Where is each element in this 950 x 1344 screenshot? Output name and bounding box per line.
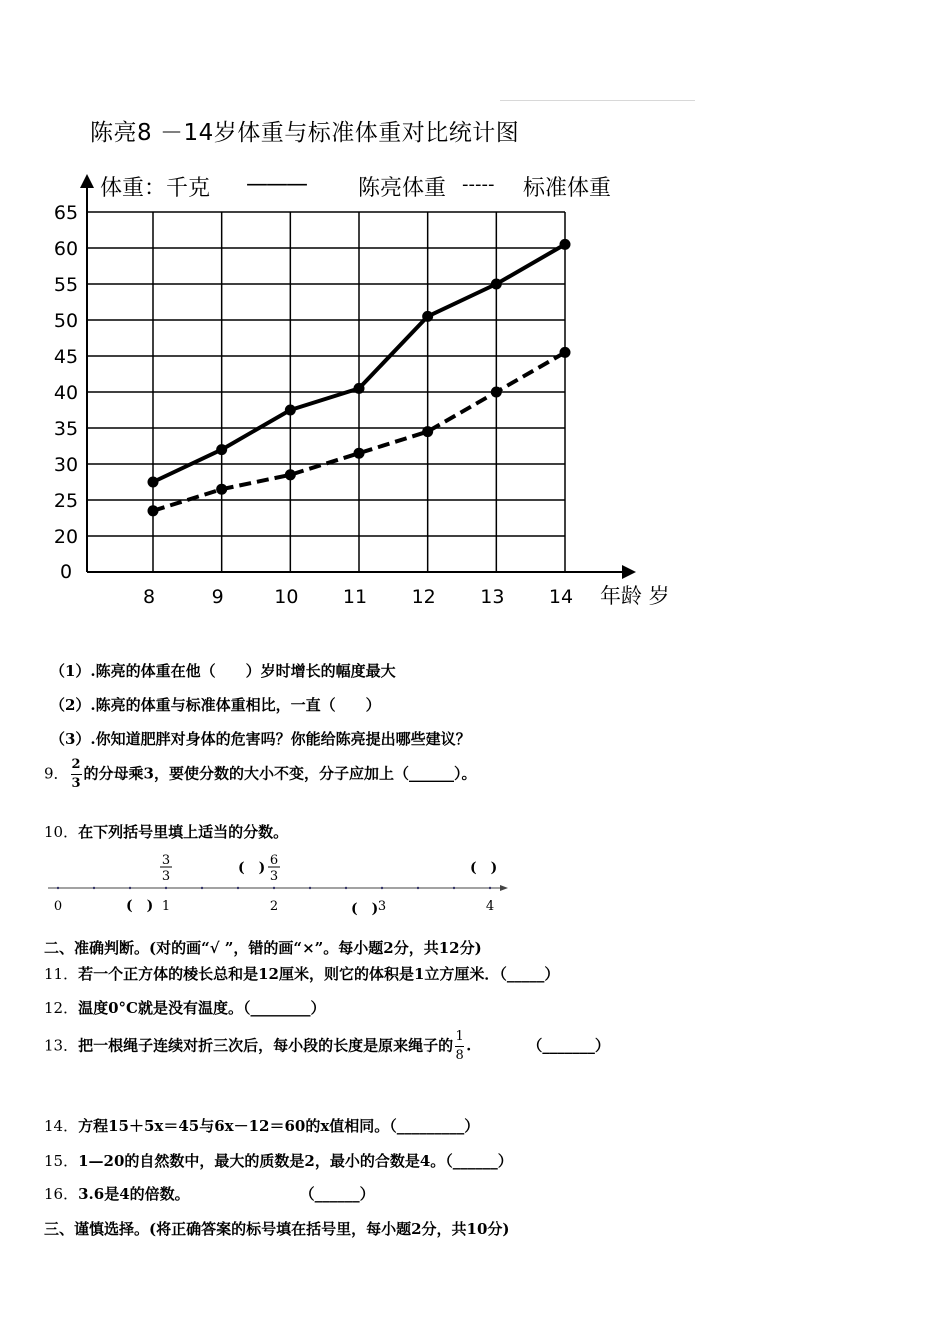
y-tick-label: 30: [53, 454, 79, 476]
legend-dashed-line: -----: [462, 174, 495, 195]
number-line-tick: [489, 887, 491, 889]
legend-label-standard: 标准体重: [523, 176, 612, 201]
question-number: 13．: [44, 1036, 79, 1055]
x-tick-label: 9: [211, 586, 224, 608]
question-13-text: 把一根绳子连续对折三次后，每小段的长度是原来绳子的: [78, 1036, 454, 1055]
number-line-arrow: [500, 885, 508, 891]
question-15: [44, 1150, 513, 1171]
x-tick-label: 10: [274, 586, 299, 608]
number-line-tick: [201, 887, 203, 889]
question-13-blank: （_______）: [527, 1036, 610, 1055]
fraction-one-eighth: [455, 1030, 464, 1063]
number-line-tick: [453, 887, 455, 889]
fraction-three-thirds-numerator: 3: [161, 853, 171, 868]
number-line-tick: [345, 887, 347, 889]
fraction-three-thirds-denominator: 3: [161, 869, 171, 884]
question-9-text: 的分母乘3，要使分数的大小不变，分子应加上（______）。: [83, 764, 477, 783]
data-point-standard: [560, 347, 571, 358]
data-point-chenliang: [560, 239, 571, 250]
question-number: 9．: [44, 764, 69, 783]
question-13-period: .: [466, 1036, 472, 1055]
y-tick-label: 55: [53, 274, 79, 296]
section-3-heading: 三、谨慎选择。(将正确答案的标号填在括号里，每小题2分，共10分): [44, 1220, 510, 1238]
y-tick-label: 65: [53, 202, 79, 224]
y-tick-label: 20: [53, 526, 79, 548]
x-tick-label: 8: [142, 586, 156, 608]
y-tick-label: 0: [59, 561, 73, 583]
data-point-standard: [422, 426, 433, 437]
y-tick-label: 35: [53, 418, 79, 440]
number-line-label: 1: [161, 899, 171, 914]
question-14: [44, 1115, 479, 1136]
data-point-chenliang: [285, 405, 296, 416]
number-line-tick: [165, 887, 167, 889]
data-point-standard: [491, 387, 502, 398]
number-line-label: 4: [485, 899, 495, 914]
x-tick-label: 12: [411, 586, 436, 608]
number-line-label: 3: [377, 899, 387, 914]
legend-solid-line: ———: [246, 172, 306, 197]
number-line-tick: [93, 887, 95, 889]
data-point-chenliang: [491, 279, 502, 290]
question-16: [44, 1183, 375, 1204]
data-point-chenliang: [148, 477, 159, 488]
y-tick-label: 25: [53, 490, 79, 512]
data-point-standard: [216, 484, 227, 495]
question-2: （2）.陈亮的体重与标准体重相比，一直（ ）: [50, 696, 381, 714]
fraction-numerator: 2: [71, 757, 81, 772]
data-point-standard: [285, 469, 296, 480]
y-tick-label: 60: [53, 238, 79, 260]
number-line-tick: [237, 887, 239, 889]
question-number: 15．: [44, 1152, 79, 1170]
y-tick-label: 50: [53, 310, 79, 332]
fraction-numerator: 1: [455, 1029, 464, 1044]
x-tick-label: 14: [548, 586, 574, 608]
fraction-six-thirds-numerator: 6: [269, 853, 279, 868]
number-line-blank: ( ): [126, 898, 154, 914]
fraction-denominator: 3: [71, 776, 81, 791]
question-10-text: 在下列括号里填上适当的分数。: [78, 823, 289, 841]
data-point-chenliang: [354, 383, 365, 394]
weight-comparison-chart: [0, 160, 720, 620]
data-point-chenliang: [216, 444, 227, 455]
fraction-two-thirds: [71, 758, 82, 791]
number-line-tick: [417, 887, 419, 889]
number-line-blank: ( ): [351, 901, 379, 917]
y-tick-label: 45: [53, 346, 79, 368]
question-number: 10．: [44, 823, 79, 841]
fraction-bar: [71, 774, 82, 775]
fraction-denominator: 8: [455, 1048, 464, 1063]
question-10: [44, 821, 288, 842]
number-line-tick: [309, 887, 311, 889]
question-15-text: 1—20的自然数中，最大的质数是2，最小的合数是4。（______）: [78, 1152, 513, 1170]
question-11-text: 若一个正方体的棱长总和是12厘米，则它的体积是1立方厘米．（_____）: [78, 965, 560, 983]
chart-title: 陈亮8 －14岁体重与标准体重对比统计图: [90, 120, 520, 146]
fraction-bar: [455, 1046, 464, 1047]
question-number: 14．: [44, 1117, 79, 1135]
question-14-text: 方程15＋5x＝45与6x－12＝60的x值相同。（_________）: [78, 1117, 480, 1135]
legend-label-chenliang: 陈亮体重: [358, 176, 447, 201]
x-axis-arrow: [622, 565, 636, 579]
number-line-blank: ( ): [470, 860, 498, 876]
x-tick-label: 13: [480, 586, 505, 608]
x-tick-label: 11: [342, 586, 368, 608]
data-point-standard: [354, 448, 365, 459]
number-line-blank: ( ): [238, 860, 266, 876]
y-axis-label: 体重：千克: [100, 176, 211, 201]
question-16-text: 3.6是4的倍数。: [78, 1185, 190, 1203]
y-axis-arrow: [80, 174, 94, 188]
number-line: [40, 850, 520, 930]
data-point-standard: [148, 505, 159, 516]
question-number: 11．: [44, 965, 79, 983]
number-line-tick: [57, 887, 59, 889]
question-11: [44, 963, 559, 984]
question-16-blank: （______）: [299, 1185, 375, 1203]
header-rule: [500, 100, 695, 101]
data-point-chenliang: [422, 311, 433, 322]
question-number: 16．: [44, 1185, 79, 1203]
question-12: [44, 997, 325, 1018]
number-line-tick: [381, 887, 383, 889]
number-line-tick: [129, 887, 131, 889]
x-axis-label: 年龄 岁: [600, 584, 670, 608]
question-13: [44, 1030, 610, 1063]
number-line-tick: [273, 887, 275, 889]
question-1: （1）.陈亮的体重在他（ ）岁时增长的幅度最大: [50, 662, 396, 680]
number-line-label: 0: [53, 899, 63, 914]
fraction-six-thirds-denominator: 3: [269, 869, 279, 884]
question-3: （3）.你知道肥胖对身体的危害吗？你能给陈亮提出哪些建议？: [50, 730, 471, 748]
y-tick-label: 40: [53, 382, 79, 404]
section-2-heading: 二、准确判断。(对的画“√ ”，错的画“×”。每小题2分，共12分): [44, 939, 482, 957]
number-line-label: 2: [269, 899, 279, 914]
question-number: 12．: [44, 999, 79, 1017]
question-12-text: 温度0°C就是没有温度。（________）: [78, 999, 326, 1017]
question-9: [44, 758, 477, 791]
